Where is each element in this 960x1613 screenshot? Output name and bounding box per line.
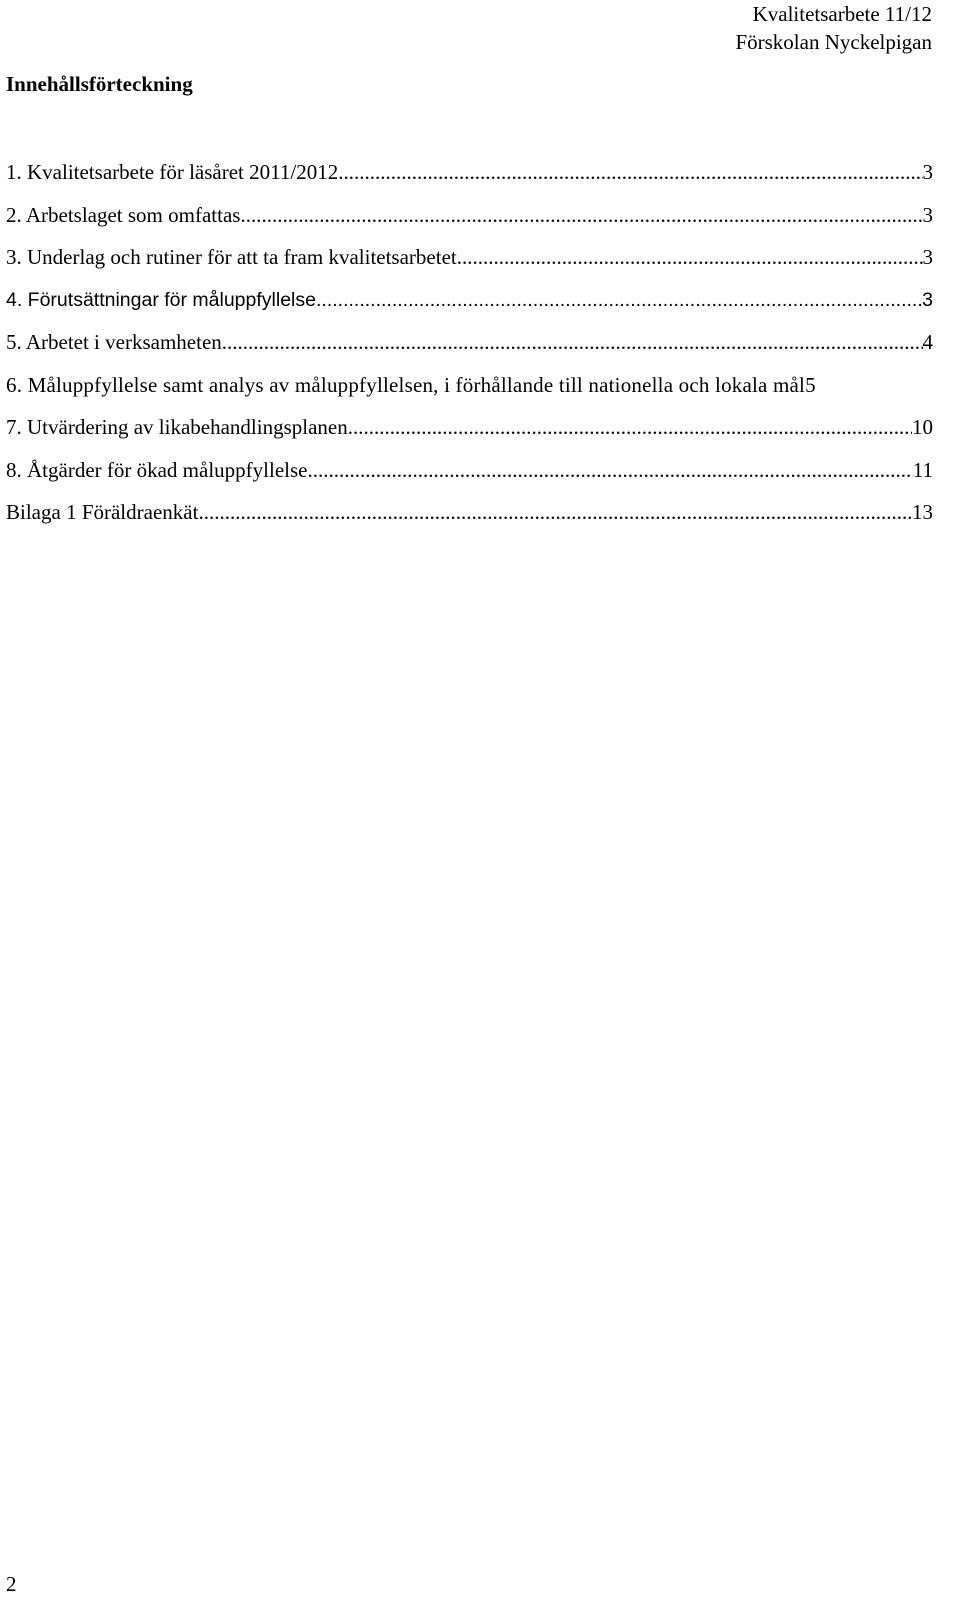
toc-dot-leader [316,279,922,322]
toc-entry-label: 6. Måluppfyllelse samt analys av måluppfyllelsen, i förhållande till nationella och lokala mål [6,372,806,397]
toc-dot-leader [457,236,923,279]
header-organization: Förskolan Nyckelpigan [735,30,932,54]
toc-entry-3[interactable] [6,236,933,279]
toc-entry-7[interactable] [6,406,933,449]
toc-dot-leader [222,321,923,364]
toc-dot-leader [240,194,922,237]
toc-entry-6[interactable] [6,364,933,407]
toc-entry-label: 8. Åtgärder för ökad måluppfyllelse [6,457,308,482]
toc-entry-9[interactable] [6,491,933,534]
toc-entry-label: Bilaga 1 Föräldraenkät [6,500,199,524]
toc-dot-leader [308,449,913,492]
toc-entry-label: 3. Underlag och rutiner för att ta fram kvalitetsarbetet [6,245,457,269]
toc-entry-5[interactable] [6,321,933,364]
toc-entry-4[interactable] [6,279,933,322]
toc-entry-label: 4. Förutsättningar för måluppfyllelse [6,288,316,311]
table-of-contents [6,151,933,534]
toc-entry-label: 5. Arbetet i verksamheten [6,330,222,354]
toc-entry-page: 5 [805,372,816,397]
toc-entry-label: 2. Arbetslaget som omfattas [6,202,241,227]
page-number: 2 [6,1572,17,1596]
header-document-title: Kvalitetsarbete 11/12 [752,2,932,26]
document-header [735,0,932,56]
toc-entry-page: 3 [922,245,933,269]
toc-entry-2[interactable] [6,194,933,237]
toc-dot-leader [198,491,912,534]
toc-entry-page: 3 [922,202,933,227]
toc-entry-label: 1. Kvalitetsarbete för läsåret 2011/2012 [6,160,339,184]
toc-title: Innehållsförteckning [6,72,193,96]
toc-entry-label: 7. Utvärdering av likabehandlingsplanen [6,415,348,439]
toc-entry-page: 10 [912,415,933,439]
toc-entry-page: 11 [912,457,933,482]
toc-entry-8[interactable] [6,449,933,492]
toc-entry-page: 4 [922,330,933,354]
toc-entry-page: 3 [922,160,933,184]
toc-dot-leader [348,406,912,449]
toc-entry-page: 13 [912,500,933,524]
toc-entry-page: 3 [922,288,933,311]
toc-dot-leader [338,151,922,194]
toc-entry-1[interactable] [6,151,933,194]
